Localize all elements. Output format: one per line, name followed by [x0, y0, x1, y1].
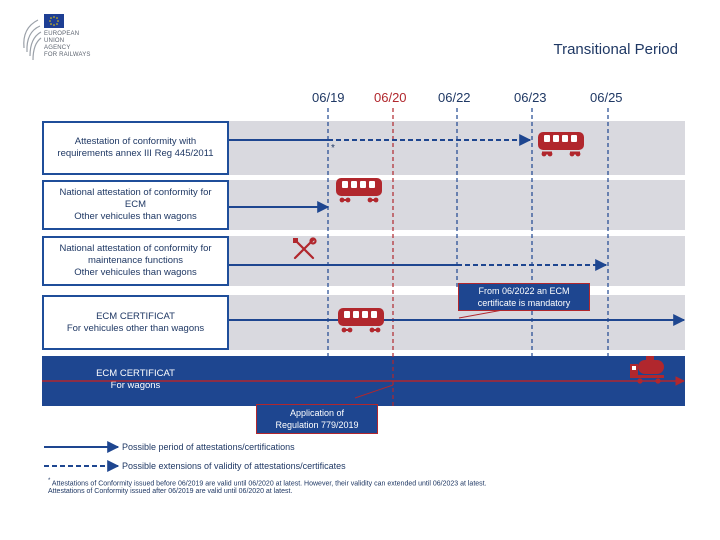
footnote-marker: * [331, 143, 335, 154]
row-label-line: ECM [124, 199, 147, 210]
agency-name: EUROPEAN UNION AGENCY FOR RAILWAYS [44, 31, 91, 58]
row-label-line: maintenance functions [87, 255, 184, 266]
footnote-line-2: Attestations of Conformity issued after 06/2019 are valid until 06/2020 at latest. [48, 488, 293, 495]
callout-line: certificate is mandatory [477, 298, 571, 308]
regulation-callout [256, 404, 378, 434]
callout-line: From 06/2022 an ECM [478, 286, 570, 296]
legend-solid-text: Possible period of attestations/certifications [122, 442, 295, 452]
row-label-line: National attestation of conformity for [59, 243, 212, 254]
train-icon [538, 132, 584, 156]
row-label-line: National attestation of conformity for [59, 187, 212, 198]
date-label: 06/22 [438, 90, 471, 105]
row-label-line: Attestation of conformity with [74, 136, 197, 147]
page-title: Transitional Period [553, 41, 678, 58]
tools-icon [293, 238, 316, 258]
date-label: 06/19 [312, 90, 345, 105]
train-icon [336, 178, 382, 202]
tank-wagon-icon [630, 356, 664, 384]
row-label-line: Other vehicules than wagons [74, 267, 197, 278]
date-label: 06/23 [514, 90, 547, 105]
footnote-text: Attestations of Conformity issued before 06/2019 are valid until 06/2020 at latest. However, their validity can extended until 06/2023 at latest. [51, 480, 487, 488]
row-label-line: ECM CERTIFICAT [96, 368, 175, 379]
date-label: 06/25 [590, 90, 623, 105]
row-label-line: For vehicules other than wagons [66, 322, 205, 334]
footnote-marker: * [48, 478, 51, 484]
ecm-mandatory-callout [458, 283, 590, 311]
callout-line: Application of [289, 408, 345, 418]
date-label: 06/20 [374, 90, 407, 105]
row-label-line: ECM CERTIFICAT [96, 310, 175, 322]
row-label-line: For wagons [110, 380, 161, 391]
legend-dashed-text: Possible extensions of validity of attestations/certificates [122, 461, 346, 471]
row-label-line: requirements annex III Reg 445/2011 [57, 148, 214, 159]
callout-pointer [355, 385, 393, 398]
row-label-line: Other vehicules than wagons [74, 211, 197, 222]
callout-line: Regulation 779/2019 [275, 420, 359, 430]
train-icon [338, 308, 384, 332]
